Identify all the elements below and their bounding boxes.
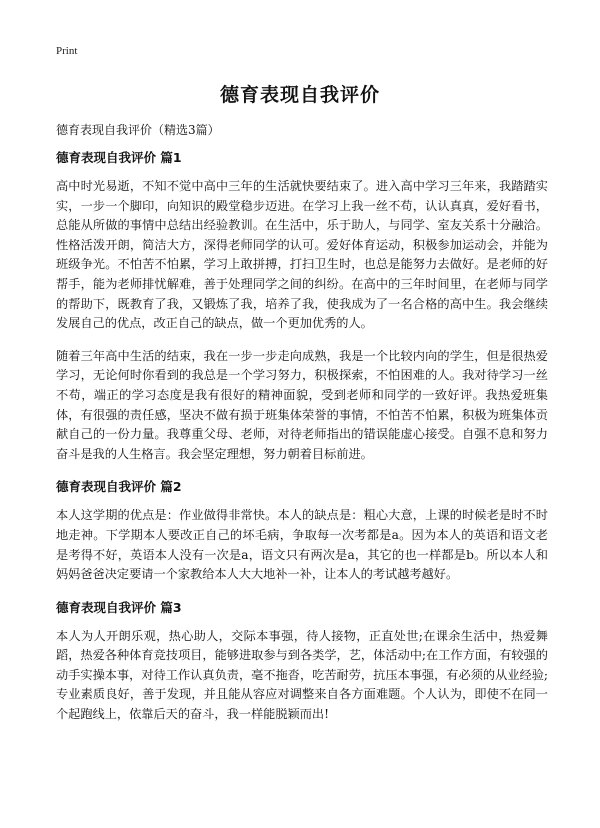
document-subtitle: 德育表现自我评价（精选3篇） bbox=[56, 123, 220, 137]
section-heading: 德育表现自我评价 篇1 bbox=[56, 150, 182, 165]
paragraph: 本人这学期的优点是：作业做得非常快。本人的缺点是：粗心大意，上课的时候老是时不时地走神。下学期本人要改正自己的坏毛病，争取每一次考都是a。因为本人的英语和语文老是考得不好，英语本人没有一次是a，语文只有两次是a，其它的也一样都是b。所以本人和妈妈爸爸决定要请一个家教给本人大大地补一补，让本人的考试越考越好。 bbox=[56, 508, 548, 582]
section-2 bbox=[56, 478, 548, 584]
paragraph: 本人为人开朗乐观，热心助人，交际本事强，待人接物，正直处世;在课余生活中，热爱舞蹈，热爱各种体育竞技项目，能够进取参与到各类学，艺，体活动中;在工作方面，有较强的动手实操本事，对待工作认真负责，毫不拖沓，吃苦耐劳，抗压本事强，有必须的从业经验;专业素质良好，善于发现，并且能从容应对调整来自各方面难题。个人认为，即使不在同一个起跑线上，依靠后天的奋斗，我一样能脱颖而出! bbox=[56, 628, 548, 722]
paragraph: 随着三年高中生活的结束，我在一步一步走向成熟，我是一个比较内向的学生，但是很热爱学习，无论何时你看到的我总是一个学习努力，积极探索，不怕困难的人。我对待学习一丝不苟，端正的学习态度是我有很好的精神面貌，受到老师和同学的一致好评。我热爱班集体，有很强的责任感，坚决不做有损于班集体荣誉的事情，不怕苦不怕累，积极为班集体贡献自己的一份力量。我尊重父母、老师，对待老师指出的错误能虚心接受。自强不息和努力奋斗是我的人生格言。我会坚定理想，努力朝着目标前进。 bbox=[56, 348, 548, 461]
section-1 bbox=[56, 149, 548, 464]
paragraph: 高中时光易逝，不知不觉中高中三年的生活就快要结束了。进入高中学习三年来，我踏踏实实，一步一个脚印，向知识的殿堂稳步迈进。在学习上我一丝不苟，认认真真，爱好看书，总能从所做的事情中总结出经验教训。在生活中，乐于助人，与同学、室友关系十分融洽。性格活泼开朗，简洁大方，深得老师同学的认可。爱好体育运动，积极参加运动会，并能为班级争光。不怕苦不怕累，学习上敢拼搏，打扫卫生时，也总是能努力去做好。是老师的好帮手，能为老师排忧解难，善于处理同学之间的纠纷。在高中的三年时间里，在老师与同学的帮助下，既教育了我，又锻炼了我，培养了我，使我成为了一名合格的高中生。我会继续发展自己的优点，改正自己的缺点，做一个更加优秀的人。 bbox=[56, 179, 548, 331]
print-link[interactable]: Print bbox=[56, 45, 78, 57]
section-heading: 德育表现自我评价 篇3 bbox=[56, 599, 182, 615]
section-3 bbox=[56, 599, 548, 725]
document-body bbox=[56, 149, 548, 738]
page-title: 德育表现自我评价 bbox=[219, 84, 380, 106]
section-heading: 德育表现自我评价 篇2 bbox=[56, 479, 182, 495]
